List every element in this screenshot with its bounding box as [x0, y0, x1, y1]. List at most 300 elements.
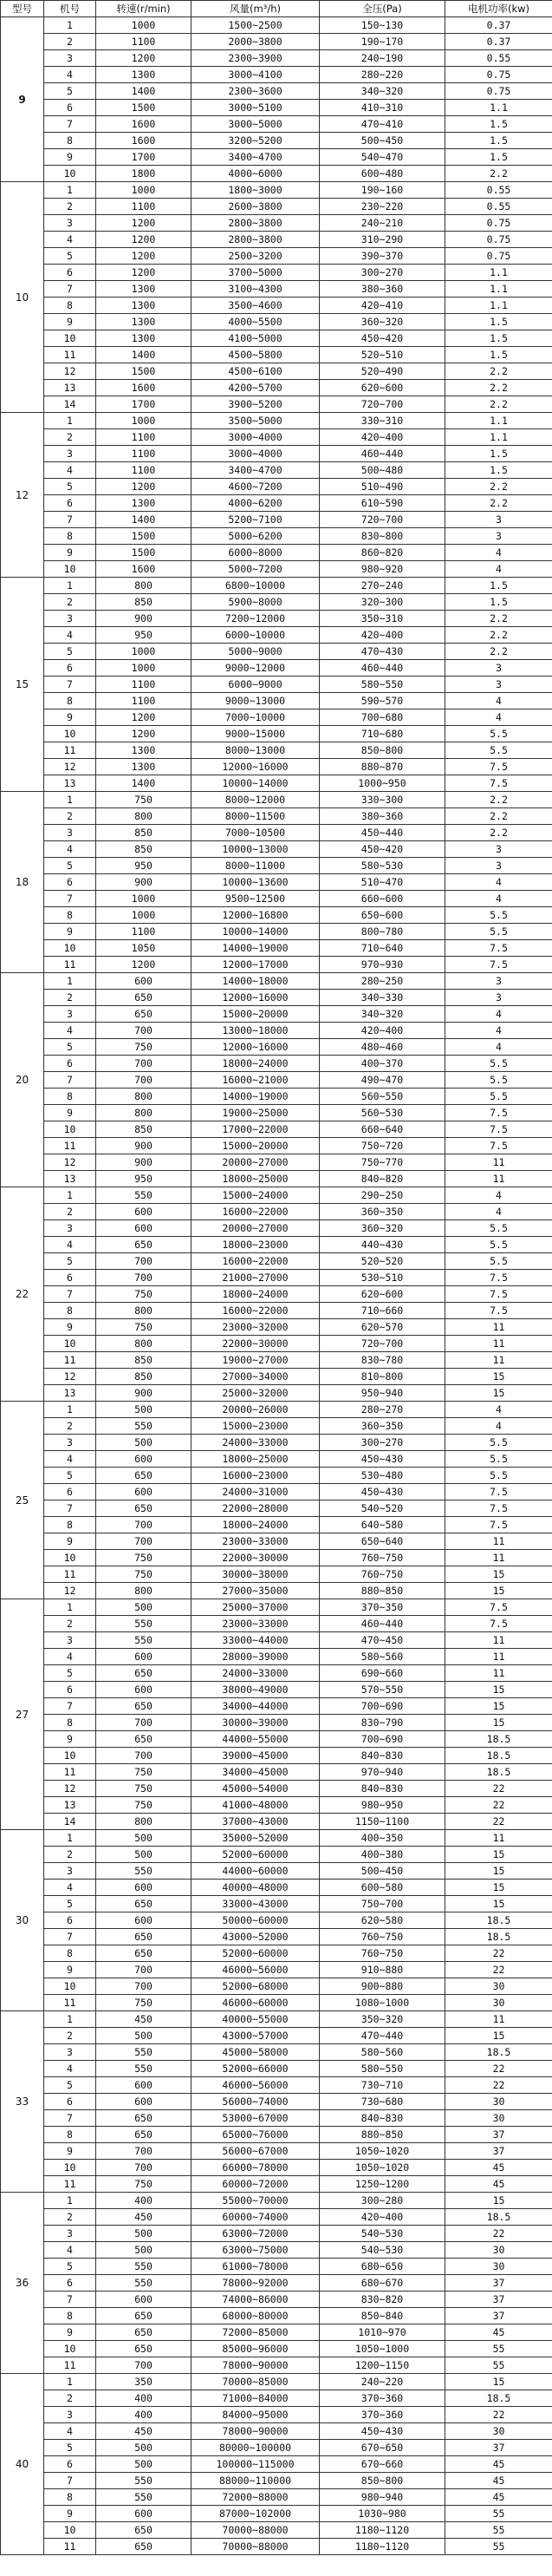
speed-cell: 600	[96, 1220, 192, 1237]
table-row	[1, 413, 552, 429]
pressure-cell: 840~830	[320, 1781, 445, 1797]
air-volume-cell: 27000~34000	[192, 1369, 320, 1385]
pressure-cell: 470~430	[320, 644, 445, 660]
pressure-cell: 910~880	[320, 1962, 445, 1978]
air-volume-cell: 14000~18000	[192, 973, 320, 990]
pressure-cell: 880~850	[320, 2127, 445, 2143]
air-volume-cell: 24000~31000	[192, 1484, 320, 1500]
table-row	[1, 1352, 552, 1369]
power-cell: 7.5	[445, 1105, 552, 1121]
power-cell: 45	[445, 2489, 552, 2506]
power-cell: 15	[445, 1715, 552, 1731]
air-volume-cell: 4000~6200	[192, 495, 320, 512]
power-cell: 1.5	[445, 116, 552, 133]
table-row	[1, 594, 552, 611]
speed-cell: 1800	[96, 166, 192, 182]
table-row	[1, 2160, 552, 2176]
table-row	[1, 1748, 552, 1764]
pressure-cell: 240~220	[320, 2374, 445, 2390]
pressure-cell: 380~360	[320, 808, 445, 825]
air-volume-cell: 2800~3800	[192, 215, 320, 232]
air-volume-cell: 68000~80000	[192, 2308, 320, 2324]
air-volume-cell: 78000~92000	[192, 2275, 320, 2292]
air-volume-cell: 84000~95000	[192, 2407, 320, 2423]
pressure-cell: 610~590	[320, 495, 445, 512]
machine-cell: 7	[44, 281, 96, 297]
machine-cell: 8	[44, 528, 96, 545]
pressure-cell: 880~870	[320, 759, 445, 775]
table-row	[1, 50, 552, 67]
speed-cell: 750	[96, 1550, 192, 1566]
machine-cell: 1	[44, 792, 96, 808]
air-volume-cell: 14000~19000	[192, 940, 320, 957]
pressure-cell: 620~600	[320, 380, 445, 396]
machine-cell: 3	[44, 215, 96, 232]
power-cell: 7.5	[445, 1270, 552, 1286]
power-cell: 1.1	[445, 297, 552, 314]
air-volume-cell: 80000~100000	[192, 2440, 320, 2456]
air-volume-cell: 43000~57000	[192, 2028, 320, 2044]
air-volume-cell: 3500~5000	[192, 413, 320, 429]
machine-cell: 14	[44, 1814, 96, 1830]
pressure-cell: 970~940	[320, 1764, 445, 1781]
speed-cell: 650	[96, 1929, 192, 1945]
power-cell: 11	[445, 2011, 552, 2028]
machine-cell: 7	[44, 1072, 96, 1089]
speed-cell: 600	[96, 2077, 192, 2094]
table-body	[1, 17, 552, 2555]
speed-cell: 950	[96, 627, 192, 644]
table-row	[1, 1303, 552, 1319]
table-row	[1, 2028, 552, 2044]
pressure-cell: 1080~1000	[320, 1995, 445, 2011]
pressure-cell: 840~830	[320, 1748, 445, 1764]
speed-cell: 650	[96, 1945, 192, 1962]
air-volume-cell: 18000~25000	[192, 1171, 320, 1187]
speed-cell: 800	[96, 808, 192, 825]
machine-cell: 12	[44, 759, 96, 775]
machine-cell: 13	[44, 380, 96, 396]
air-volume-cell: 20000~27000	[192, 1154, 320, 1171]
speed-cell: 500	[96, 1402, 192, 1418]
speed-cell: 1400	[96, 775, 192, 792]
air-volume-cell: 14000~19000	[192, 1089, 320, 1105]
machine-cell: 13	[44, 1385, 96, 1402]
machine-cell: 6	[44, 2456, 96, 2473]
pressure-cell: 380~360	[320, 281, 445, 297]
pressure-cell: 470~450	[320, 1632, 445, 1649]
machine-cell: 9	[44, 1319, 96, 1336]
machine-cell: 1	[44, 413, 96, 429]
air-volume-cell: 15000~20000	[192, 1138, 320, 1154]
table-row	[1, 1517, 552, 1533]
power-cell: 5.5	[445, 1451, 552, 1468]
air-volume-cell: 18000~24000	[192, 1517, 320, 1533]
machine-cell: 8	[44, 1303, 96, 1319]
table-row	[1, 1682, 552, 1698]
air-volume-cell: 2800~3800	[192, 232, 320, 248]
table-row	[1, 462, 552, 479]
power-cell: 15	[445, 1583, 552, 1599]
speed-cell: 750	[96, 2176, 192, 2193]
air-volume-cell: 3500~4600	[192, 297, 320, 314]
header-machine: 机号	[44, 1, 96, 17]
speed-cell: 750	[96, 1039, 192, 1056]
machine-cell: 11	[44, 957, 96, 973]
power-cell: 30	[445, 2110, 552, 2127]
speed-cell: 900	[96, 1385, 192, 1402]
pressure-cell: 850~800	[320, 2473, 445, 2489]
pressure-cell: 500~480	[320, 462, 445, 479]
table-row	[1, 924, 552, 940]
table-row	[1, 2506, 552, 2522]
table-row	[1, 808, 552, 825]
machine-cell: 1	[44, 1830, 96, 1847]
pressure-cell: 880~850	[320, 1583, 445, 1599]
power-cell: 1.1	[445, 429, 552, 446]
speed-cell: 550	[96, 2473, 192, 2489]
air-volume-cell: 28000~39000	[192, 1649, 320, 1665]
air-volume-cell: 15000~23000	[192, 1418, 320, 1435]
table-row	[1, 907, 552, 924]
machine-cell: 9	[44, 1731, 96, 1748]
power-cell: 11	[445, 1154, 552, 1171]
air-volume-cell: 15000~20000	[192, 1006, 320, 1023]
power-cell: 37	[445, 2275, 552, 2292]
machine-cell: 7	[44, 1500, 96, 1517]
speed-cell: 1100	[96, 462, 192, 479]
power-cell: 15	[445, 1369, 552, 1385]
speed-cell: 1200	[96, 232, 192, 248]
table-row	[1, 2489, 552, 2506]
air-volume-cell: 46000~56000	[192, 2077, 320, 2094]
pressure-cell: 1000~950	[320, 775, 445, 792]
machine-cell: 11	[44, 2539, 96, 2555]
speed-cell: 750	[96, 1995, 192, 2011]
power-cell: 7.5	[445, 1303, 552, 1319]
machine-cell: 9	[44, 709, 96, 726]
model-cell: 40	[1, 2374, 44, 2555]
air-volume-cell: 19000~27000	[192, 1352, 320, 1369]
pressure-cell: 500~450	[320, 133, 445, 149]
power-cell: 30	[445, 1995, 552, 2011]
speed-cell: 550	[96, 1418, 192, 1435]
machine-cell: 4	[44, 462, 96, 479]
machine-cell: 9	[44, 2324, 96, 2341]
table-row	[1, 561, 552, 578]
speed-cell: 600	[96, 1451, 192, 1468]
speed-cell: 850	[96, 1352, 192, 1369]
power-cell: 0.75	[445, 248, 552, 265]
speed-cell: 650	[96, 1006, 192, 1023]
air-volume-cell: 24000~33000	[192, 1435, 320, 1451]
air-volume-cell: 8000~12000	[192, 792, 320, 808]
machine-cell: 3	[44, 2407, 96, 2423]
table-row	[1, 380, 552, 396]
machine-cell: 12	[44, 363, 96, 380]
table-row	[1, 742, 552, 759]
power-cell: 2.2	[445, 808, 552, 825]
machine-cell: 2	[44, 1418, 96, 1435]
pressure-cell: 520~510	[320, 347, 445, 363]
table-row	[1, 1583, 552, 1599]
pressure-cell: 1250~1200	[320, 2176, 445, 2193]
power-cell: 7.5	[445, 940, 552, 957]
power-cell: 3	[445, 512, 552, 528]
pressure-cell: 810~800	[320, 1369, 445, 1385]
machine-cell: 2	[44, 2390, 96, 2407]
pressure-cell: 420~410	[320, 297, 445, 314]
speed-cell: 600	[96, 973, 192, 990]
pressure-cell: 730~680	[320, 2094, 445, 2110]
air-volume-cell: 85000~96000	[192, 2341, 320, 2357]
header-model: 型号	[1, 1, 44, 17]
table-row	[1, 2176, 552, 2193]
machine-cell: 6	[44, 1270, 96, 1286]
power-cell: 4	[445, 693, 552, 709]
table-row	[1, 1616, 552, 1632]
pressure-cell: 840~830	[320, 2110, 445, 2127]
air-volume-cell: 72000~85000	[192, 2324, 320, 2341]
model-cell: 33	[1, 2011, 44, 2193]
table-row	[1, 2539, 552, 2555]
table-row	[1, 1319, 552, 1336]
pressure-cell: 580~560	[320, 1649, 445, 1665]
air-volume-cell: 70000~88000	[192, 2522, 320, 2539]
power-cell: 5.5	[445, 742, 552, 759]
power-cell: 15	[445, 1566, 552, 1583]
power-cell: 2.2	[445, 380, 552, 396]
air-volume-cell: 5000~9000	[192, 644, 320, 660]
table-row	[1, 2473, 552, 2489]
power-cell: 7.5	[445, 1286, 552, 1303]
table-row	[1, 1731, 552, 1748]
table-row	[1, 2390, 552, 2407]
speed-cell: 750	[96, 1781, 192, 1797]
table-row	[1, 891, 552, 907]
machine-cell: 1	[44, 17, 96, 34]
air-volume-cell: 44000~55000	[192, 1731, 320, 1748]
machine-cell: 10	[44, 166, 96, 182]
power-cell: 30	[445, 1978, 552, 1995]
machine-cell: 6	[44, 495, 96, 512]
machine-cell: 8	[44, 1715, 96, 1731]
speed-cell: 1300	[96, 314, 192, 330]
air-volume-cell: 78000~90000	[192, 2357, 320, 2374]
table-row	[1, 1863, 552, 1880]
power-cell: 11	[445, 1649, 552, 1665]
power-cell: 5.5	[445, 1089, 552, 1105]
power-cell: 1.5	[445, 594, 552, 611]
table-row	[1, 1072, 552, 1089]
air-volume-cell: 33000~43000	[192, 1896, 320, 1912]
pressure-cell: 620~570	[320, 1319, 445, 1336]
table-row	[1, 1089, 552, 1105]
table-row	[1, 1847, 552, 1863]
speed-cell: 850	[96, 1121, 192, 1138]
power-cell: 1.5	[445, 462, 552, 479]
air-volume-cell: 9000~13000	[192, 693, 320, 709]
speed-cell: 1100	[96, 924, 192, 940]
pressure-cell: 560~550	[320, 1089, 445, 1105]
speed-cell: 550	[96, 2259, 192, 2275]
machine-cell: 2	[44, 990, 96, 1006]
power-cell: 3	[445, 990, 552, 1006]
speed-cell: 700	[96, 2357, 192, 2374]
pressure-cell: 850~840	[320, 2308, 445, 2324]
air-volume-cell: 22000~30000	[192, 1336, 320, 1352]
table-row	[1, 2407, 552, 2423]
pressure-cell: 580~550	[320, 677, 445, 693]
speed-cell: 1000	[96, 660, 192, 677]
machine-cell: 10	[44, 561, 96, 578]
speed-cell: 950	[96, 1171, 192, 1187]
air-volume-cell: 9000~12000	[192, 660, 320, 677]
power-cell: 37	[445, 2292, 552, 2308]
speed-cell: 600	[96, 1682, 192, 1698]
table-row	[1, 1912, 552, 1929]
power-cell: 18.5	[445, 2390, 552, 2407]
machine-cell: 3	[44, 50, 96, 67]
pressure-cell: 580~550	[320, 2061, 445, 2077]
speed-cell: 1700	[96, 396, 192, 413]
pressure-cell: 980~950	[320, 1797, 445, 1814]
machine-cell: 10	[44, 1121, 96, 1138]
machine-cell: 10	[44, 2341, 96, 2357]
machine-cell: 6	[44, 874, 96, 891]
speed-cell: 550	[96, 2061, 192, 2077]
table-row	[1, 2209, 552, 2226]
pressure-cell: 850~800	[320, 742, 445, 759]
speed-cell: 550	[96, 2275, 192, 2292]
air-volume-cell: 2000~3800	[192, 34, 320, 50]
pressure-cell: 340~320	[320, 1006, 445, 1023]
speed-cell: 500	[96, 1830, 192, 1847]
air-volume-cell: 21000~27000	[192, 1270, 320, 1286]
table-row	[1, 1220, 552, 1237]
speed-cell: 700	[96, 1072, 192, 1089]
air-volume-cell: 12000~16000	[192, 990, 320, 1006]
pressure-cell: 620~580	[320, 1912, 445, 1929]
machine-cell: 11	[44, 347, 96, 363]
speed-cell: 800	[96, 1336, 192, 1352]
pressure-cell: 580~560	[320, 2044, 445, 2061]
air-volume-cell: 45000~54000	[192, 1781, 320, 1797]
speed-cell: 1500	[96, 100, 192, 116]
speed-cell: 900	[96, 874, 192, 891]
pressure-cell: 420~400	[320, 429, 445, 446]
power-cell: 5.5	[445, 726, 552, 742]
speed-cell: 750	[96, 1319, 192, 1336]
speed-cell: 700	[96, 1517, 192, 1533]
machine-cell: 6	[44, 265, 96, 281]
speed-cell: 600	[96, 2292, 192, 2308]
air-volume-cell: 3000~4000	[192, 446, 320, 462]
pressure-cell: 830~790	[320, 1715, 445, 1731]
pressure-cell: 450~440	[320, 825, 445, 841]
machine-cell: 9	[44, 1962, 96, 1978]
power-cell: 4	[445, 1402, 552, 1418]
power-cell: 22	[445, 1797, 552, 1814]
table-row	[1, 1418, 552, 1435]
air-volume-cell: 63000~72000	[192, 2226, 320, 2242]
pressure-cell: 510~490	[320, 479, 445, 495]
pressure-cell: 730~710	[320, 2077, 445, 2094]
machine-cell: 8	[44, 693, 96, 709]
power-cell: 37	[445, 2440, 552, 2456]
power-cell: 1.1	[445, 413, 552, 429]
model-cell: 27	[1, 1599, 44, 1830]
power-cell: 1.5	[445, 314, 552, 330]
machine-cell: 4	[44, 1451, 96, 1468]
air-volume-cell: 65000~76000	[192, 2127, 320, 2143]
pressure-cell: 1050~1020	[320, 2143, 445, 2160]
power-cell: 11	[445, 1533, 552, 1550]
table-row	[1, 1995, 552, 2011]
table-row	[1, 2127, 552, 2143]
air-volume-cell: 24000~33000	[192, 1665, 320, 1682]
air-volume-cell: 17000~22000	[192, 1121, 320, 1138]
machine-cell: 6	[44, 100, 96, 116]
pressure-cell: 690~660	[320, 1665, 445, 1682]
pressure-cell: 710~640	[320, 940, 445, 957]
pressure-cell: 660~600	[320, 891, 445, 907]
table-row	[1, 1698, 552, 1715]
power-cell: 2.2	[445, 644, 552, 660]
power-cell: 5.5	[445, 1435, 552, 1451]
power-cell: 7.5	[445, 1121, 552, 1138]
air-volume-cell: 23000~32000	[192, 1319, 320, 1336]
air-volume-cell: 78000~90000	[192, 2423, 320, 2440]
speed-cell: 700	[96, 1978, 192, 1995]
pressure-cell: 860~820	[320, 545, 445, 561]
table-row	[1, 17, 552, 34]
model-cell: 36	[1, 2193, 44, 2374]
machine-cell: 6	[44, 1056, 96, 1072]
machine-cell: 2	[44, 594, 96, 611]
pressure-cell: 350~320	[320, 2011, 445, 2028]
air-volume-cell: 8000~13000	[192, 742, 320, 759]
power-cell: 15	[445, 2193, 552, 2209]
air-volume-cell: 60000~74000	[192, 2209, 320, 2226]
speed-cell: 550	[96, 1616, 192, 1632]
pressure-cell: 460~440	[320, 660, 445, 677]
machine-cell: 9	[44, 1533, 96, 1550]
power-cell: 3	[445, 858, 552, 874]
air-volume-cell: 45000~58000	[192, 2044, 320, 2061]
speed-cell: 1400	[96, 512, 192, 528]
power-cell: 1.5	[445, 347, 552, 363]
power-cell: 2.2	[445, 627, 552, 644]
speed-cell: 700	[96, 1253, 192, 1270]
model-cell: 25	[1, 1402, 44, 1599]
machine-cell: 11	[44, 2357, 96, 2374]
air-volume-cell: 52000~60000	[192, 1945, 320, 1962]
power-cell: 1.5	[445, 446, 552, 462]
speed-cell: 800	[96, 1089, 192, 1105]
machine-cell: 9	[44, 545, 96, 561]
pressure-cell: 400~380	[320, 1847, 445, 1863]
speed-cell: 1000	[96, 182, 192, 199]
table-row	[1, 347, 552, 363]
pressure-cell: 700~690	[320, 1731, 445, 1748]
model-cell: 15	[1, 578, 44, 792]
table-row	[1, 775, 552, 792]
table-row	[1, 1204, 552, 1220]
pressure-cell: 1030~980	[320, 2506, 445, 2522]
machine-cell: 11	[44, 1566, 96, 1583]
table-row	[1, 446, 552, 462]
